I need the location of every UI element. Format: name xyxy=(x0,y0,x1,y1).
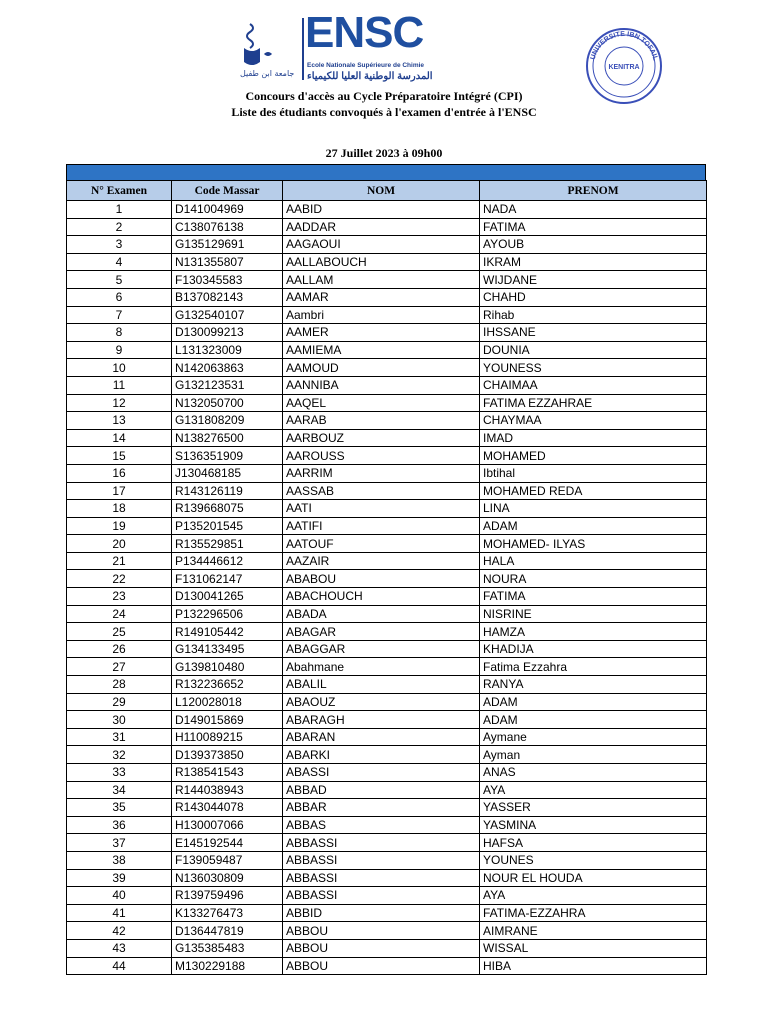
prenom-cell: ADAM xyxy=(480,517,707,535)
table-row xyxy=(67,517,707,535)
exam-number-cell: 43 xyxy=(67,939,172,957)
nom-cell: ABAGAR xyxy=(283,623,480,641)
seal-top-text: UNIVERSITE IBN TOFAIL xyxy=(589,30,659,62)
table-row xyxy=(67,728,707,746)
code-massar-cell: N136030809 xyxy=(172,869,283,887)
exam-number-cell: 19 xyxy=(67,517,172,535)
exam-number-cell: 17 xyxy=(67,482,172,500)
prenom-cell: HALA xyxy=(480,552,707,570)
prenom-cell: Ayman xyxy=(480,746,707,764)
code-massar-cell: F139059487 xyxy=(172,851,283,869)
table-row xyxy=(67,201,707,219)
exam-number-cell: 22 xyxy=(67,570,172,588)
code-massar-cell: F131062147 xyxy=(172,570,283,588)
prenom-cell: YASSER xyxy=(480,799,707,817)
exam-number-cell: 7 xyxy=(67,306,172,324)
code-massar-cell: L131323009 xyxy=(172,341,283,359)
code-massar-cell: N142063863 xyxy=(172,359,283,377)
nom-cell: ABADA xyxy=(283,605,480,623)
exam-number-cell: 35 xyxy=(67,799,172,817)
prenom-cell: YOUNES xyxy=(480,851,707,869)
code-massar-cell: D139373850 xyxy=(172,746,283,764)
nom-cell: Aambri xyxy=(283,306,480,324)
prenom-cell: Fatima Ezzahra xyxy=(480,658,707,676)
nom-cell: AAQEL xyxy=(283,394,480,412)
table-top-band xyxy=(66,164,706,180)
table-row xyxy=(67,306,707,324)
table-row xyxy=(67,693,707,711)
prenom-cell: FATIMA EZZAHRAE xyxy=(480,394,707,412)
code-massar-cell: G132540107 xyxy=(172,306,283,324)
table-row xyxy=(67,851,707,869)
nom-cell: AARRIM xyxy=(283,464,480,482)
exam-number-cell: 1 xyxy=(67,201,172,219)
exam-number-cell: 37 xyxy=(67,834,172,852)
exam-number-cell: 30 xyxy=(67,711,172,729)
prenom-cell: FATIMA-EZZAHRA xyxy=(480,904,707,922)
code-massar-cell: D136447819 xyxy=(172,922,283,940)
nom-cell: ABBAR xyxy=(283,799,480,817)
prenom-cell: RANYA xyxy=(480,676,707,694)
code-massar-cell: M130229188 xyxy=(172,957,283,975)
prenom-cell: LINA xyxy=(480,500,707,518)
column-header-nom: NOM xyxy=(283,181,480,201)
table-row xyxy=(67,869,707,887)
nom-cell: AABID xyxy=(283,201,480,219)
prenom-cell: WISSAL xyxy=(480,939,707,957)
nom-cell: AATIFI xyxy=(283,517,480,535)
seal-center-text: KENITRA xyxy=(608,64,640,71)
table-row xyxy=(67,922,707,940)
table-row xyxy=(67,288,707,306)
exam-number-cell: 34 xyxy=(67,781,172,799)
exam-number-cell: 36 xyxy=(67,816,172,834)
code-massar-cell: R139759496 xyxy=(172,887,283,905)
code-massar-cell: G134133495 xyxy=(172,640,283,658)
prenom-cell: KHADIJA xyxy=(480,640,707,658)
nom-cell: ABBID xyxy=(283,904,480,922)
prenom-cell: IMAD xyxy=(480,429,707,447)
code-massar-cell: J130468185 xyxy=(172,464,283,482)
code-massar-cell: R144038943 xyxy=(172,781,283,799)
exam-number-cell: 10 xyxy=(67,359,172,377)
nom-cell: AAMIEMA xyxy=(283,341,480,359)
code-massar-cell: R149105442 xyxy=(172,623,283,641)
table-row xyxy=(67,781,707,799)
code-massar-cell: G135129691 xyxy=(172,236,283,254)
column-header-code-massar: Code Massar xyxy=(172,181,283,201)
exam-number-cell: 33 xyxy=(67,764,172,782)
exam-number-cell: 20 xyxy=(67,535,172,553)
exam-number-cell: 32 xyxy=(67,746,172,764)
code-massar-cell: D141004969 xyxy=(172,201,283,219)
prenom-cell: AYA xyxy=(480,887,707,905)
exam-number-cell: 26 xyxy=(67,640,172,658)
code-massar-cell: G139810480 xyxy=(172,658,283,676)
prenom-cell: MOHAMED REDA xyxy=(480,482,707,500)
nom-cell: AAGAOUI xyxy=(283,236,480,254)
nom-cell: AAZAIR xyxy=(283,552,480,570)
nom-cell: AADDAR xyxy=(283,218,480,236)
table-row xyxy=(67,887,707,905)
table-row xyxy=(67,588,707,606)
nom-cell: ABBASSI xyxy=(283,887,480,905)
exam-number-cell: 38 xyxy=(67,851,172,869)
table-row xyxy=(67,939,707,957)
exam-number-cell: 28 xyxy=(67,676,172,694)
table-row xyxy=(67,676,707,694)
code-massar-cell: R132236652 xyxy=(172,676,283,694)
code-massar-cell: P132296506 xyxy=(172,605,283,623)
table-row xyxy=(67,324,707,342)
code-massar-cell: D149015869 xyxy=(172,711,283,729)
exam-number-cell: 23 xyxy=(67,588,172,606)
table-row xyxy=(67,218,707,236)
nom-cell: AATOUF xyxy=(283,535,480,553)
table-row xyxy=(67,605,707,623)
table-row xyxy=(67,570,707,588)
code-massar-cell: S136351909 xyxy=(172,447,283,465)
exam-number-cell: 8 xyxy=(67,324,172,342)
code-massar-cell: H110089215 xyxy=(172,728,283,746)
nom-cell: ABABOU xyxy=(283,570,480,588)
code-massar-cell: R139668075 xyxy=(172,500,283,518)
nom-cell: ABASSI xyxy=(283,764,480,782)
nom-cell: AAMOUD xyxy=(283,359,480,377)
ensc-subtitle-ar: المدرسة الوطنية العليا للكيمياء xyxy=(307,71,433,82)
table-row xyxy=(67,834,707,852)
nom-cell: ABALIL xyxy=(283,676,480,694)
exam-number-cell: 9 xyxy=(67,341,172,359)
prenom-cell: HIBA xyxy=(480,957,707,975)
prenom-cell: FATIMA xyxy=(480,218,707,236)
prenom-cell: HAMZA xyxy=(480,623,707,641)
code-massar-cell: C138076138 xyxy=(172,218,283,236)
university-emblem-icon xyxy=(238,18,300,82)
prenom-cell: NOUR EL HOUDA xyxy=(480,869,707,887)
nom-cell: AAMAR xyxy=(283,288,480,306)
logo-left-arabic-text: جامعة ابن طفيل xyxy=(240,69,295,78)
university-logo xyxy=(238,18,300,82)
nom-cell: ABBASSI xyxy=(283,851,480,869)
table-row xyxy=(67,746,707,764)
exam-number-cell: 15 xyxy=(67,447,172,465)
table-row xyxy=(67,412,707,430)
exam-number-cell: 27 xyxy=(67,658,172,676)
table-row xyxy=(67,464,707,482)
nom-cell: ABARKI xyxy=(283,746,480,764)
exam-number-cell: 6 xyxy=(67,288,172,306)
table-row xyxy=(67,957,707,975)
exam-number-cell: 11 xyxy=(67,376,172,394)
exam-number-cell: 41 xyxy=(67,904,172,922)
exam-number-cell: 44 xyxy=(67,957,172,975)
table-row xyxy=(67,552,707,570)
prenom-cell: CHAIMAA xyxy=(480,376,707,394)
nom-cell: ABBAD xyxy=(283,781,480,799)
prenom-cell: AYOUB xyxy=(480,236,707,254)
exam-number-cell: 25 xyxy=(67,623,172,641)
nom-cell: ABAOUZ xyxy=(283,693,480,711)
nom-cell: ABBOU xyxy=(283,922,480,940)
code-massar-cell: R143044078 xyxy=(172,799,283,817)
ensc-wordmark: ENSC xyxy=(305,8,424,57)
code-massar-cell: G132123531 xyxy=(172,376,283,394)
code-massar-cell: D130099213 xyxy=(172,324,283,342)
prenom-cell: NISRINE xyxy=(480,605,707,623)
document-subtitle: Liste des étudiants convoqués à l'examen d'entrée à l'ENSC xyxy=(231,105,537,119)
table-header-row xyxy=(67,181,707,201)
table-row xyxy=(67,359,707,377)
exam-number-cell: 21 xyxy=(67,552,172,570)
nom-cell: AAROUSS xyxy=(283,447,480,465)
nom-cell: ABBASSI xyxy=(283,869,480,887)
prenom-cell: WIJDANE xyxy=(480,271,707,289)
exam-number-cell: 24 xyxy=(67,605,172,623)
nom-cell: AALLAM xyxy=(283,271,480,289)
exam-number-cell: 12 xyxy=(67,394,172,412)
code-massar-cell: N138276500 xyxy=(172,429,283,447)
table-row xyxy=(67,623,707,641)
table-row xyxy=(67,376,707,394)
table-row xyxy=(67,429,707,447)
nom-cell: AALLABOUCH xyxy=(283,253,480,271)
exam-number-cell: 40 xyxy=(67,887,172,905)
nom-cell: AARBOUZ xyxy=(283,429,480,447)
exam-number-cell: 31 xyxy=(67,728,172,746)
column-header-prenom: PRENOM xyxy=(480,181,707,201)
ensc-subtitle-fr: Ecole Nationale Supérieure de Chimie xyxy=(307,62,425,69)
code-massar-cell: R138541543 xyxy=(172,764,283,782)
nom-cell: AASSAB xyxy=(283,482,480,500)
table-row xyxy=(67,816,707,834)
code-massar-cell: P135201545 xyxy=(172,517,283,535)
nom-cell: Abahmane xyxy=(283,658,480,676)
code-massar-cell: R135529851 xyxy=(172,535,283,553)
nom-cell: ABACHOUCH xyxy=(283,588,480,606)
table-row xyxy=(67,341,707,359)
nom-cell: ABARAGH xyxy=(283,711,480,729)
exam-number-cell: 39 xyxy=(67,869,172,887)
students-table xyxy=(66,164,706,975)
code-massar-cell: B137082143 xyxy=(172,288,283,306)
exam-number-cell: 4 xyxy=(67,253,172,271)
prenom-cell: IHSSANE xyxy=(480,324,707,342)
exam-number-cell: 13 xyxy=(67,412,172,430)
prenom-cell: NOURA xyxy=(480,570,707,588)
table-row xyxy=(67,253,707,271)
nom-cell: AARAB xyxy=(283,412,480,430)
code-massar-cell: G135385483 xyxy=(172,939,283,957)
prenom-cell: Rihab xyxy=(480,306,707,324)
code-massar-cell: G131808209 xyxy=(172,412,283,430)
table-row xyxy=(67,640,707,658)
prenom-cell: AIMRANE xyxy=(480,922,707,940)
document-title: Concours d'accès au Cycle Préparatoire Intégré (CPI) xyxy=(245,89,523,103)
table-row xyxy=(67,904,707,922)
exam-number-cell: 5 xyxy=(67,271,172,289)
nom-cell: AAMER xyxy=(283,324,480,342)
nom-cell: ABBOU xyxy=(283,939,480,957)
prenom-cell: MOHAMED- ILYAS xyxy=(480,535,707,553)
prenom-cell: CHAYMAA xyxy=(480,412,707,430)
table-row xyxy=(67,394,707,412)
code-massar-cell: N132050700 xyxy=(172,394,283,412)
nom-cell: ABAGGAR xyxy=(283,640,480,658)
code-massar-cell: D130041265 xyxy=(172,588,283,606)
nom-cell: ABBOU xyxy=(283,957,480,975)
code-massar-cell: N131355807 xyxy=(172,253,283,271)
prenom-cell: YOUNESS xyxy=(480,359,707,377)
ensc-logo xyxy=(305,8,435,84)
table-row xyxy=(67,535,707,553)
table-row xyxy=(67,711,707,729)
column-header-exam-number: N° Examen xyxy=(67,181,172,201)
prenom-cell: HAFSA xyxy=(480,834,707,852)
nom-cell: AANNIBA xyxy=(283,376,480,394)
prenom-cell: ADAM xyxy=(480,711,707,729)
exam-number-cell: 29 xyxy=(67,693,172,711)
code-massar-cell: L120028018 xyxy=(172,693,283,711)
nom-cell: ABBASSI xyxy=(283,834,480,852)
table-row xyxy=(67,799,707,817)
logo-divider xyxy=(302,18,304,80)
table-body xyxy=(67,201,707,975)
code-massar-cell: R143126119 xyxy=(172,482,283,500)
exam-date: 27 Juillet 2023 à 09h00 xyxy=(325,146,443,160)
exam-number-cell: 3 xyxy=(67,236,172,254)
table-row xyxy=(67,500,707,518)
prenom-cell: ANAS xyxy=(480,764,707,782)
prenom-cell: DOUNIA xyxy=(480,341,707,359)
nom-cell: ABARAN xyxy=(283,728,480,746)
code-massar-cell: F130345583 xyxy=(172,271,283,289)
prenom-cell: AYA xyxy=(480,781,707,799)
table-row xyxy=(67,447,707,465)
table-row xyxy=(67,271,707,289)
exam-number-cell: 14 xyxy=(67,429,172,447)
nom-cell: ABBAS xyxy=(283,816,480,834)
code-massar-cell: E145192544 xyxy=(172,834,283,852)
table-row xyxy=(67,658,707,676)
code-massar-cell: K133276473 xyxy=(172,904,283,922)
exam-number-cell: 16 xyxy=(67,464,172,482)
exam-number-cell: 2 xyxy=(67,218,172,236)
code-massar-cell: P134446612 xyxy=(172,552,283,570)
table-row xyxy=(67,764,707,782)
prenom-cell: IKRAM xyxy=(480,253,707,271)
prenom-cell: Aymane xyxy=(480,728,707,746)
code-massar-cell: H130007066 xyxy=(172,816,283,834)
prenom-cell: ADAM xyxy=(480,693,707,711)
table-row xyxy=(67,236,707,254)
prenom-cell: YASMINA xyxy=(480,816,707,834)
prenom-cell: MOHAMED xyxy=(480,447,707,465)
prenom-cell: Ibtihal xyxy=(480,464,707,482)
prenom-cell: CHAHD xyxy=(480,288,707,306)
prenom-cell: NADA xyxy=(480,201,707,219)
prenom-cell: FATIMA xyxy=(480,588,707,606)
nom-cell: AATI xyxy=(283,500,480,518)
table-row xyxy=(67,482,707,500)
exam-number-cell: 42 xyxy=(67,922,172,940)
exam-number-cell: 18 xyxy=(67,500,172,518)
